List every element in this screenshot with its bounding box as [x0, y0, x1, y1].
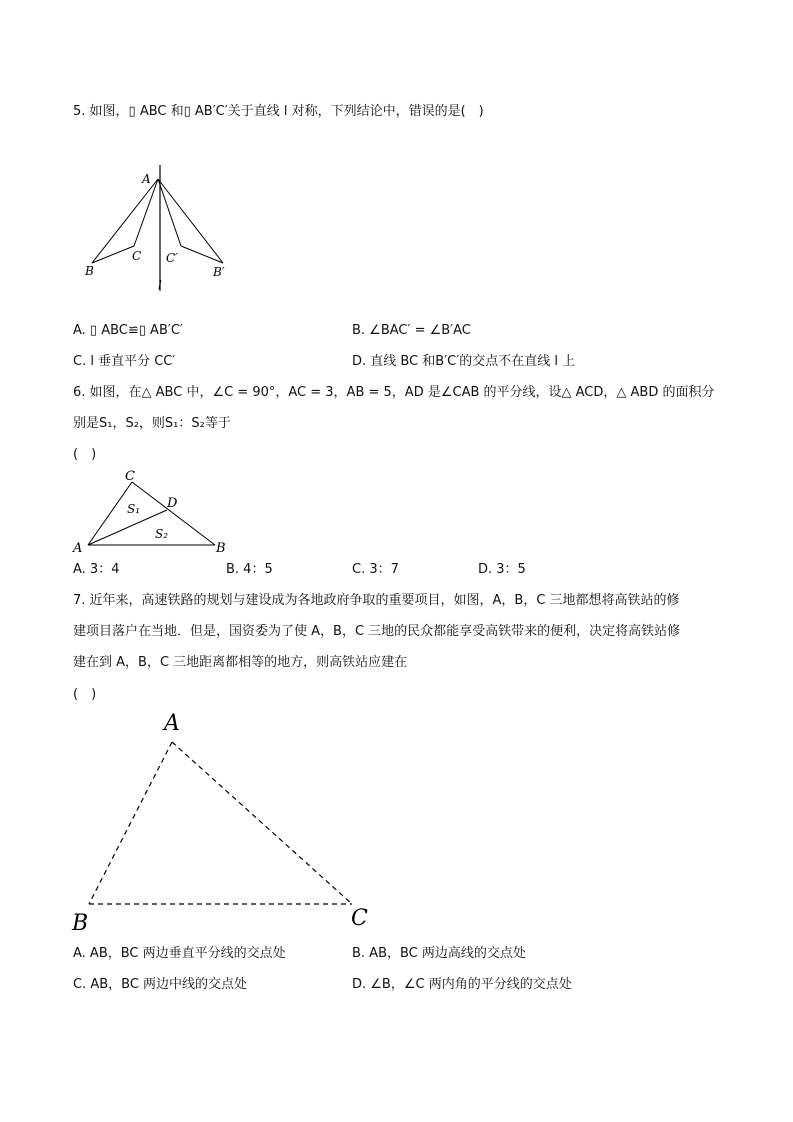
label-S2: S₂: [155, 527, 169, 541]
q7-stem-line2: 建项目落户在当地．但是，国资委为了使 A，B，C 三地的民众都能享受高铁带来的便利，决定将高铁站修: [73, 624, 681, 639]
q7-stem-line3: 建在到 A，B，C 三地距离都相等的地方，则高铁站应建在: [73, 655, 408, 670]
q6-option-a: A. 3：4: [73, 562, 120, 577]
segment-AC: [134, 179, 158, 246]
q7-option-c: C. AB，BC 两边中线的交点处: [73, 977, 248, 992]
label-C: C: [351, 906, 368, 931]
label-B: B: [216, 541, 226, 556]
q6-stem-line2: 别是S₁，S₂，则S₁：S₂等于: [73, 416, 231, 431]
q7-option-b: B. AB，BC 两边高线的交点处: [352, 946, 526, 961]
segment-CB: [132, 482, 215, 545]
label-C: C: [125, 469, 135, 484]
label-D: D: [167, 496, 178, 511]
segment-ACp: [158, 179, 181, 246]
label-B: B: [72, 911, 89, 936]
segment-AB: [89, 742, 172, 904]
q6-option-c: C. 3：7: [352, 562, 399, 577]
segment-AB: [92, 179, 158, 263]
label-C: C: [132, 249, 142, 263]
segment-AC: [172, 742, 352, 904]
q5-option-a: A. ▯ ABC≌▯ AB′C′: [73, 323, 183, 338]
q6-figure: [70, 465, 240, 555]
q7-paren: ( ): [73, 687, 97, 702]
label-Cp: C′: [166, 251, 178, 265]
q6-stem-line1: 6. 如图，在△ ABC 中，∠C = 90°，AC = 3，AB = 5，AD 是∠CAB 的平分线，设△ ACD，△ ABD 的面积分: [73, 385, 715, 400]
q6-option-b: B. 4：5: [226, 562, 273, 577]
label-l: l: [158, 278, 162, 292]
q7-stem-line1: 7. 近年来，高速铁路的规划与建设成为各地政府争取的重要项目，如图，A，B，C 三地都想将高铁站的修: [73, 593, 680, 608]
q5-option-b: B. ∠BAC′ = ∠B′AC: [352, 323, 471, 338]
q7-option-d: D. ∠B，∠C 两内角的平分线的交点处: [352, 977, 572, 992]
q5-option-c: C. l 垂直平分 CC′: [73, 354, 176, 369]
q6-option-d: D. 3：5: [478, 562, 526, 577]
label-B: B: [85, 264, 94, 278]
label-A: A: [73, 541, 83, 556]
label-A: A: [164, 711, 180, 736]
q5-option-d: D. 直线 BC 和B′C′的交点不在直线 l 上: [352, 354, 576, 369]
q5-stem: 5. 如图，▯ ABC 和▯ AB′C′关于直线 l 对称，下列结论中，错误的是( ): [73, 104, 484, 119]
q7-figure: [60, 710, 380, 935]
label-A: A: [142, 172, 151, 186]
q6-paren: ( ): [73, 447, 97, 462]
q5-figure: [80, 165, 240, 315]
label-Bp: B′: [213, 265, 225, 279]
label-S1: S₁: [127, 502, 141, 516]
q7-option-a: A. AB，BC 两边垂直平分线的交点处: [73, 946, 286, 961]
